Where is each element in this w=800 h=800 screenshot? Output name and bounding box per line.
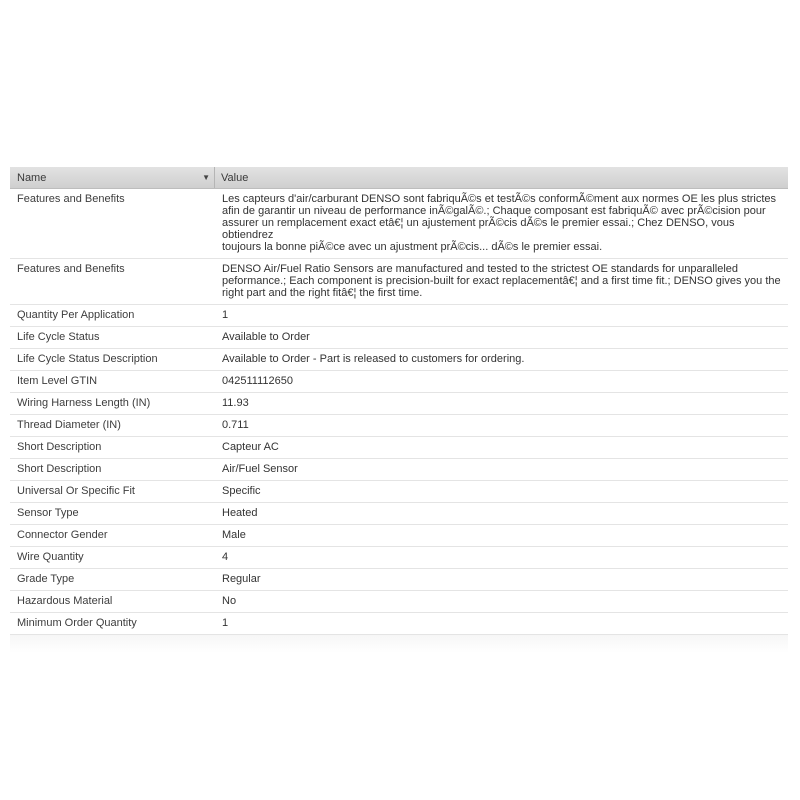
row-value-cell: Heated xyxy=(222,507,258,519)
grid-body xyxy=(10,189,788,635)
row-value-cell: 11.93 xyxy=(222,397,249,409)
table-row xyxy=(10,591,788,613)
row-name-cell: Hazardous Material xyxy=(17,595,113,607)
row-name-cell: Features and Benefits xyxy=(17,263,125,275)
table-row xyxy=(10,547,788,569)
row-name-cell: Item Level GTIN xyxy=(17,375,98,387)
row-value-cell: 1 xyxy=(222,309,229,321)
row-value-cell: Available to Order - Part is released to customers for ordering. xyxy=(222,353,525,365)
table-row xyxy=(10,189,788,259)
row-name-cell: Life Cycle Status Description xyxy=(17,353,158,365)
row-name-cell: Connector Gender xyxy=(17,529,108,541)
table-row xyxy=(10,371,788,393)
row-value-cell: Air/Fuel Sensor xyxy=(222,463,298,475)
row-name-cell: Sensor Type xyxy=(17,507,79,519)
attribute-grid xyxy=(10,167,788,653)
row-name-cell: Life Cycle Status xyxy=(17,331,100,343)
row-name-cell: Wiring Harness Length (IN) xyxy=(17,397,151,409)
row-name-cell: Short Description xyxy=(17,463,102,475)
row-value-cell: 4 xyxy=(222,551,229,563)
row-value-cell: Regular xyxy=(222,573,261,585)
grid-footer xyxy=(10,635,788,653)
table-row xyxy=(10,349,788,371)
column-header-name-label: Name xyxy=(17,171,47,184)
table-row xyxy=(10,393,788,415)
table-row xyxy=(10,305,788,327)
column-header-value[interactable] xyxy=(215,167,788,188)
row-value-cell: Available to Order xyxy=(222,331,310,343)
column-header-value-label: Value xyxy=(221,171,249,184)
row-name-cell: Wire Quantity xyxy=(17,551,84,563)
table-row xyxy=(10,481,788,503)
sort-dropdown-icon[interactable]: ▼ xyxy=(202,173,210,182)
table-row xyxy=(10,459,788,481)
row-value-cell: 1 xyxy=(222,617,229,629)
table-row xyxy=(10,613,788,635)
table-row xyxy=(10,327,788,349)
table-row xyxy=(10,525,788,547)
row-value-cell: Specific xyxy=(222,485,261,497)
table-row xyxy=(10,415,788,437)
table-row xyxy=(10,569,788,591)
table-row xyxy=(10,259,788,305)
row-value-cell: DENSO Air/Fuel Ratio Sensors are manufactured and tested to the strictest OE standards for unparalleled peformance.; Each component is precision-built for exact replacementâ€¦ and a first time fit.; DENSO gives you the right part and the right fitâ€¦ the first time. xyxy=(222,263,781,299)
row-name-cell: Universal Or Specific Fit xyxy=(17,485,135,497)
row-name-cell: Quantity Per Application xyxy=(17,309,135,321)
table-row xyxy=(10,437,788,459)
grid-header xyxy=(10,167,788,189)
row-value-cell: Capteur AC xyxy=(222,441,279,453)
row-value-cell: Male xyxy=(222,529,246,541)
row-value-cell: 042511112650 xyxy=(222,375,293,387)
table-row xyxy=(10,503,788,525)
row-name-cell: Minimum Order Quantity xyxy=(17,617,137,629)
row-name-cell: Short Description xyxy=(17,441,102,453)
row-name-cell: Thread Diameter (IN) xyxy=(17,419,121,431)
row-name-cell: Features and Benefits xyxy=(17,193,125,205)
row-value-cell: Les capteurs d'air/carburant DENSO sont fabriquÃ©s et testÃ©s conformÃ©ment aux normes OE les plus strictes afin de garantir un niveau de performance inÃ©galÃ©.; Chaque composant est fabriquÃ© avec prÃ©cision pour assurer un remplacement exact etâ€¦ un ajustement prÃ©cis dÃ©s le premier essai.; Chez DENSO, vous obtiendrez toujours la bonne piÃ©ce avec un ajustment prÃ©cis... dÃ©s le premier essai. xyxy=(222,193,777,253)
column-header-name[interactable] xyxy=(10,167,214,188)
row-value-cell: No xyxy=(222,595,237,607)
row-name-cell: Grade Type xyxy=(17,573,75,585)
row-value-cell: 0.711 xyxy=(222,419,249,431)
